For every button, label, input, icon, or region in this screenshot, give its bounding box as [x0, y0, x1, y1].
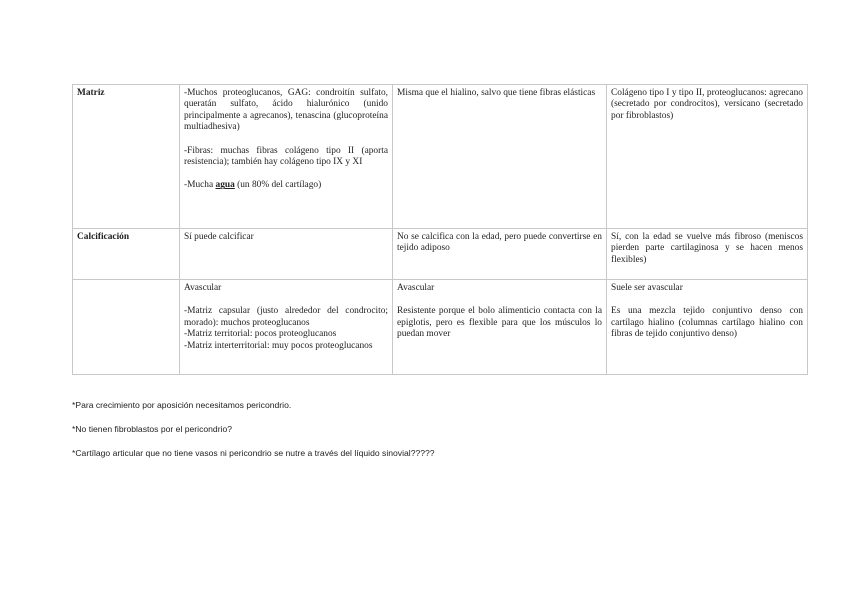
cell-paragraph: Avascular	[397, 283, 435, 293]
cell-matriz-elastico: Misma que el hialino, salvo que tiene fibras elásticas	[393, 85, 607, 229]
cell-calcificacion-elastico: No se calcifica con la edad, pero puede convertirse en tejido adiposo	[393, 229, 607, 280]
cell-avascular-hialino	[180, 280, 393, 375]
row-header-matriz: Matriz	[73, 85, 180, 229]
cell-avascular-elastico	[393, 280, 607, 375]
cell-paragraph: Es una mezcla tejido conjuntivo denso con cartílago hialino (columnas cartílago hialino con fibras de tejido conjuntivo denso)	[611, 306, 803, 340]
cell-matriz-fibroso: Colágeno tipo I y tipo II, proteoglucanos: agrecano (secretado por condrocitos), versicano (secretado por fibroblastos)	[607, 85, 808, 229]
text-run: -Mucha	[184, 180, 216, 191]
cell-paragraph: -Matriz capsular (justo alrededor del condrocito; morado): muchos proteoglucanos	[184, 306, 388, 328]
row-header-empty	[73, 280, 180, 375]
note-line: *Para crecimiento por aposición necesitamos pericondrio.	[72, 400, 292, 410]
emphasized-word: agua	[215, 180, 235, 191]
cell-paragraph: Suele ser avascular	[611, 283, 683, 293]
cell-matriz-hialino	[180, 85, 393, 229]
cell-calcificacion-hialino: Sí puede calcificar	[180, 229, 393, 280]
note-line: *No tienen fibroblastos por el pericondrio?	[72, 424, 233, 434]
table-row-vascularizacion	[73, 280, 808, 375]
cell-calcificacion-fibroso: Sí, con la edad se vuelve más fibroso (meniscos pierden parte cartilaginosa y se hacen menos flexibles)	[607, 229, 808, 280]
notes-section	[72, 400, 812, 472]
cell-paragraph: -Muchos proteoglucanos, GAG: condroitín sulfato, queratán sulfato, ácido hialurónico (unido principalmente a agrecanos), tenascina (glucoproteína multiadhesiva)	[184, 88, 388, 133]
row-header-calcificacion: Calcificación	[73, 229, 180, 280]
comparison-table	[72, 84, 808, 375]
cell-paragraph: -Matriz territorial: pocos proteoglucanos	[184, 329, 337, 340]
cell-avascular-fibroso	[607, 280, 808, 375]
cell-paragraph: Avascular	[184, 283, 222, 293]
note-line: *Cartílago articular que no tiene vasos ni pericondrio se nutre a través del líquido sinovial?????	[72, 448, 435, 458]
table-row-matriz	[73, 85, 808, 229]
table-row-calcificacion	[73, 229, 808, 280]
cell-paragraph	[184, 180, 388, 191]
cell-paragraph: -Matriz interterritorial: muy pocos proteoglucanos	[184, 340, 373, 351]
text-run: (un 80% del cartílago)	[234, 180, 322, 191]
cell-paragraph: Resistente porque el bolo alimenticio contacta con la epiglotis, pero es flexible para que los músculos lo puedan mover	[397, 306, 602, 340]
cell-paragraph: -Fibras: muchas fibras colágeno tipo II (aporta resistencia); también hay colágeno tipo IX y XI	[184, 145, 388, 168]
